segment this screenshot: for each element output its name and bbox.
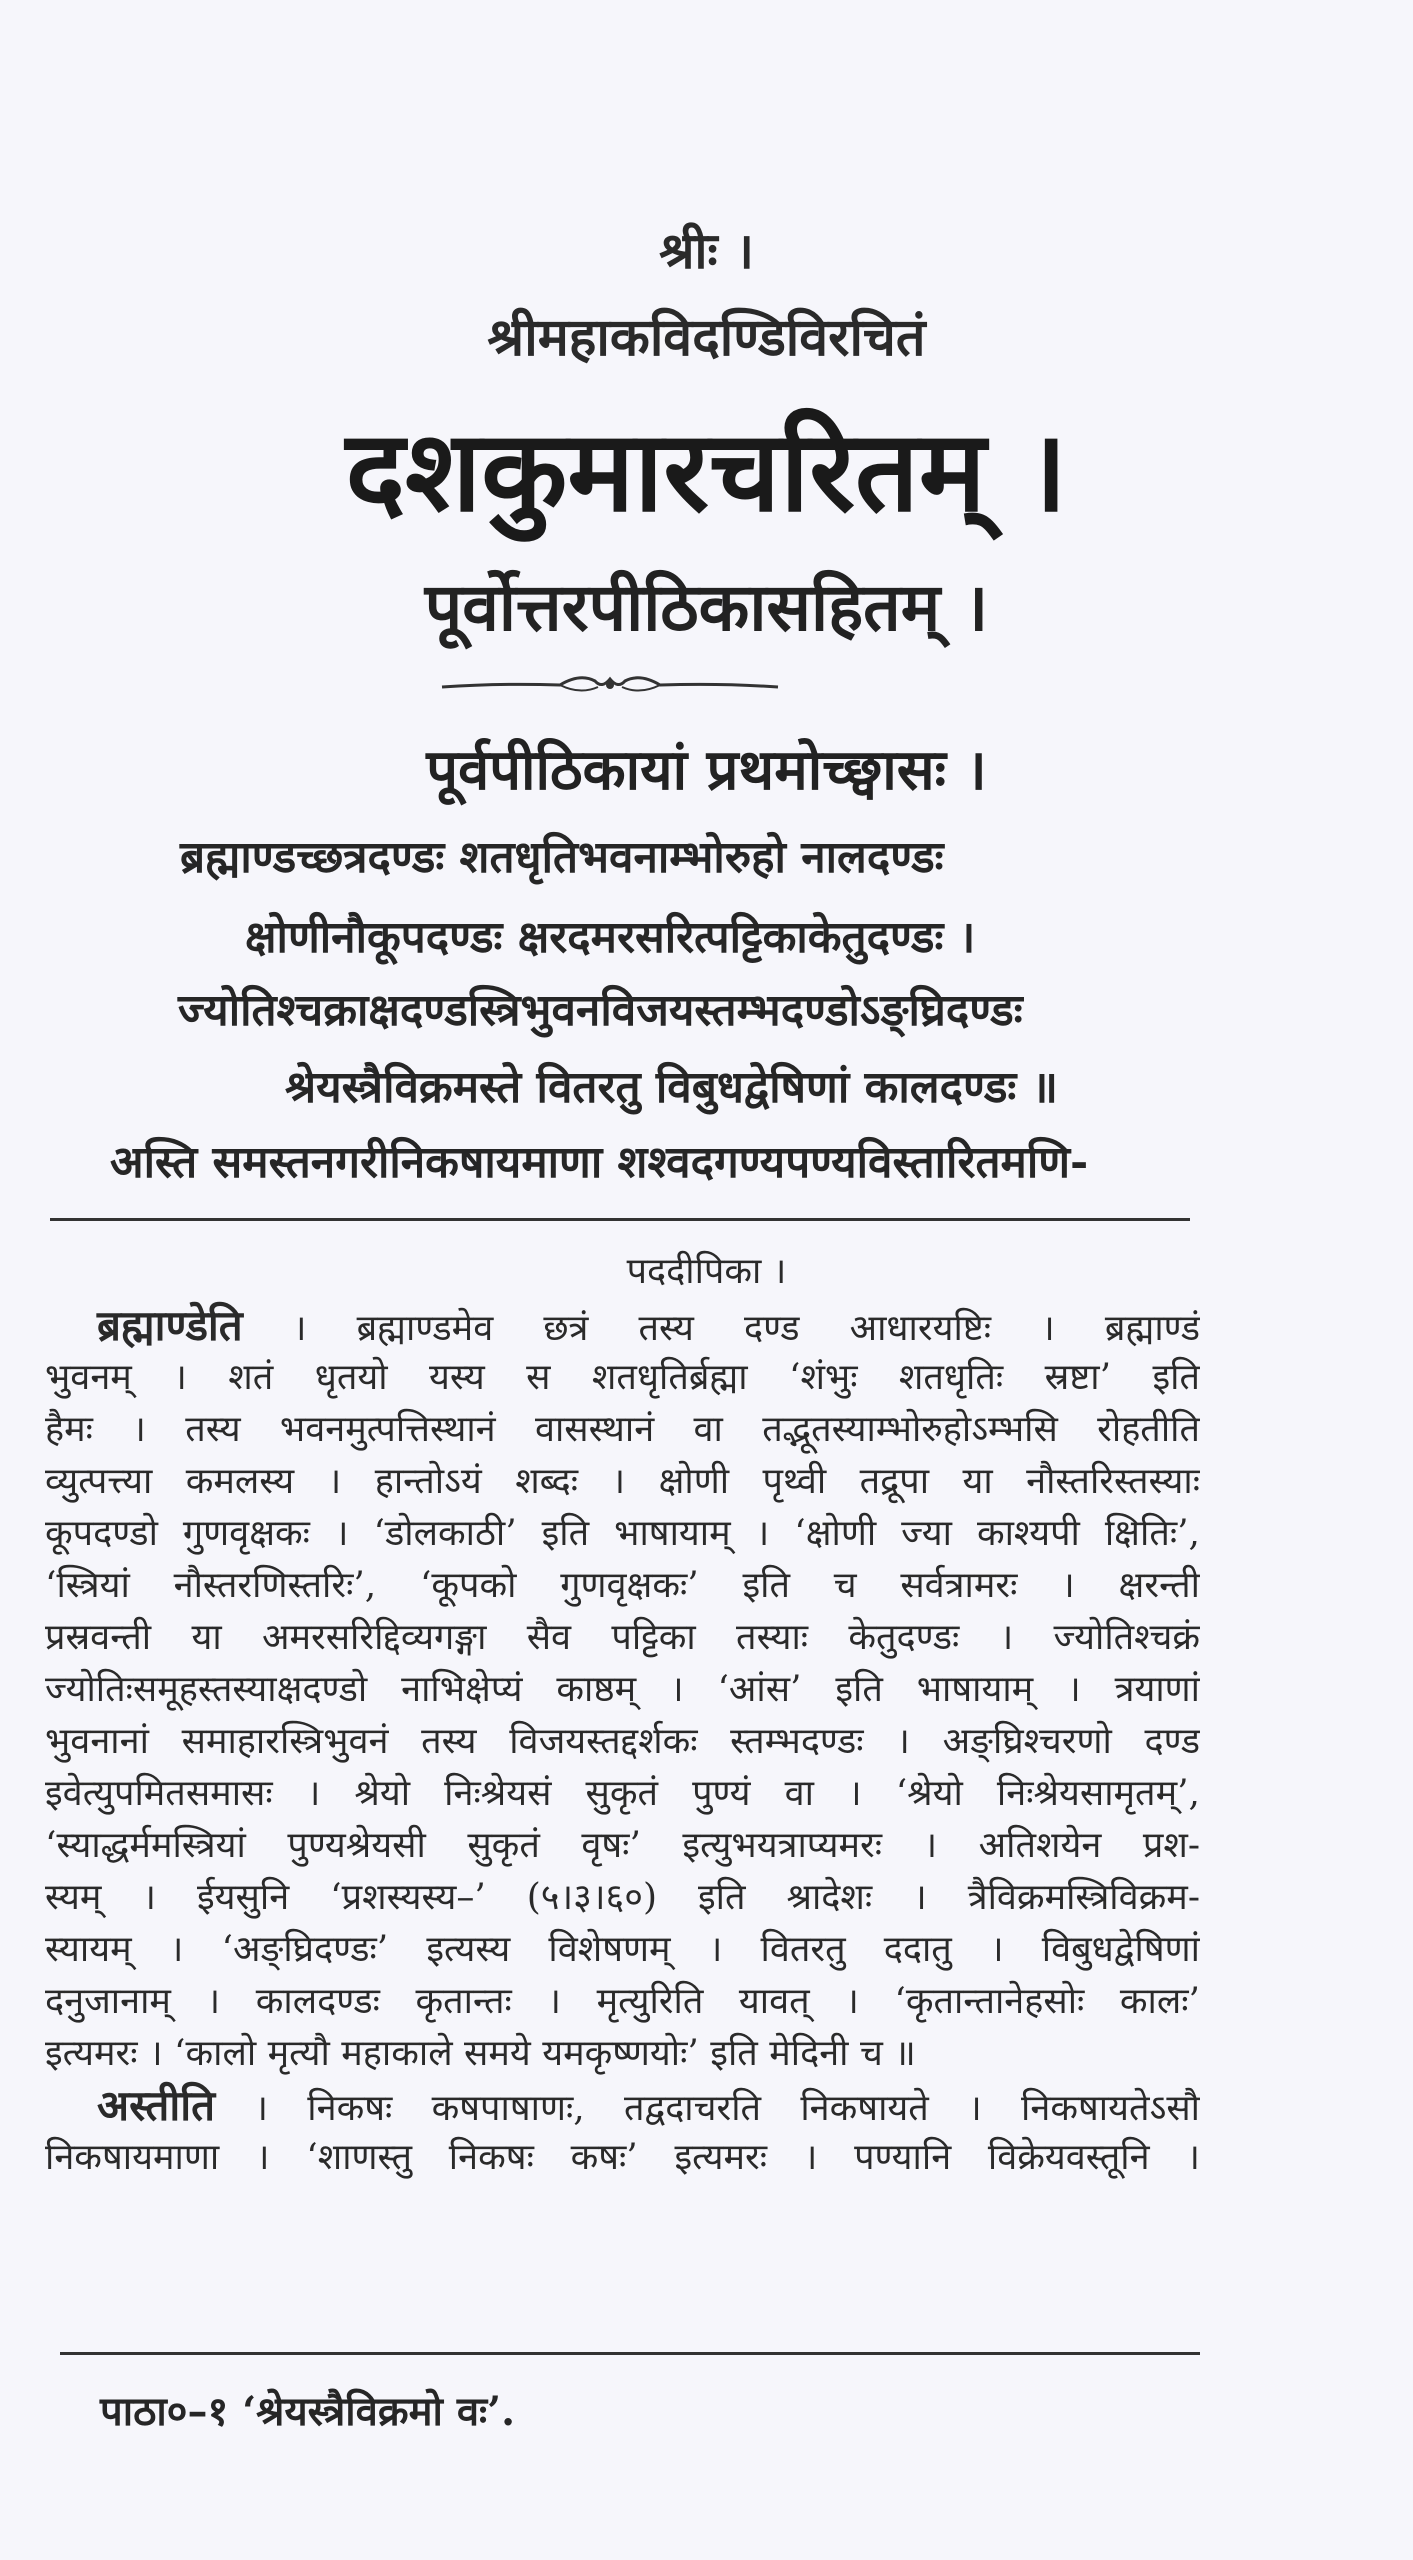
author-line: श्रीमहाकविदण्डिविरचितं [487, 307, 926, 368]
commentary-line: इत्यमरः । ‘कालो मृत्यौ महाकाले समये यमकृष्णयोः’ इति मेदिनी च ॥ [45, 2033, 916, 2074]
variant-reading-footnote: पाठा०–१ ‘श्रेयस्त्रैविक्रमो वः’. [100, 2388, 515, 2435]
verse-line-1: ब्रह्माण्डच्छत्रदण्डः शतधृतिभवनाम्भोरुहो नालदण्डः [180, 832, 944, 883]
commentary-line: कूपदण्डो गुणवृक्षकः । ‘डोलकाठी’ इति भाषायाम् । ‘क्षोणी ज्या काश्यपी क्षितिः’, [45, 1513, 1200, 1554]
invocation: श्रीः । [659, 221, 754, 280]
commentary-lemma: ब्रह्माण्डेति [97, 1301, 243, 1350]
verse-line-3: ज्योतिश्चक्राक्षदण्डस्त्रिभुवनविजयस्तम्भदण्डोऽङ्घ्रिदण्डः [178, 985, 1023, 1036]
commentary-line: प्रस्रवन्ती या अमरसरिद्दिव्यगङ्गा सैव पट्टिका तस्याः केतुदण्डः । ज्योतिश्चक्रं [45, 1617, 1200, 1658]
divider-rule-top [50, 1218, 1190, 1221]
commentary-line: हैमः । तस्य भवनमुत्पत्तिस्थानं वासस्थानं वा तद्भूतस्याम्भोरुहोऽम्भसि रोहतीति [45, 1409, 1200, 1450]
chapter-heading: पूर्वपीठिकायां प्रथमोच्छ्वासः । [426, 737, 987, 803]
commentary-line: स्यम् । ईयसुनि ‘प्रशस्यस्य–’ (५।३।६०) इति श्रादेशः । त्रैविक्रमस्त्रिविक्रम- [45, 1877, 1200, 1918]
prose-start: अस्ति समस्तनगरीनिकषायमाणा शश्वदगण्यपण्यविस्तारितमणि- [110, 1137, 1089, 1188]
commentary-line: ‘स्याद्धर्ममस्त्रियां पुण्यश्रेयसी सुकृतं वृषः’ इत्युभयत्राप्यमरः । अतिशयेन प्रश- [45, 1825, 1200, 1866]
commentary-line: ज्योतिःसमूहस्तस्याक्षदण्डो नाभिक्षेप्यं काष्ठम् । ‘आंस’ इति भाषायाम् । त्रयाणां [45, 1669, 1200, 1710]
commentary-line: भुवनम् । शतं धृतयो यस्य स शतधृतिर्ब्रह्मा ‘शंभुः शतधृतिः स्रष्टा’ इति [45, 1357, 1200, 1398]
commentary-line: ‘स्त्रियां नौस्तरणिस्तरिः’, ‘कूपको गुणवृक्षकः’ इति च सर्वत्रामरः । क्षरन्ती [45, 1565, 1200, 1606]
commentary-line: व्युत्पत्त्या कमलस्य । हान्तोऽयं शब्दः । क्षोणी पृथ्वी तद्रूपा या नौस्तरिस्तस्याः [45, 1461, 1200, 1502]
commentary-line: स्यायम् । ‘अङ्घ्रिदण्डः’ इत्यस्य विशेषणम् । वितरतु ददातु । विबुधद्वेषिणां [45, 1929, 1200, 1970]
commentary-line: अस्तीति । निकषः कषपाषाणः, तद्वदाचरति निकषायते । निकषायतेऽसौ [97, 2081, 1200, 2130]
commentary-lemma: अस्तीति [97, 2081, 216, 2130]
book-title: दशकुमारचरितम् । [345, 406, 1068, 537]
commentary-line: भुवनानां समाहारस्त्रिभुवनं तस्य विजयस्तद्दर्शकः स्तम्भदण्डः । अङ्घ्रिश्चरणो दण्ड [45, 1721, 1200, 1762]
commentary-line: दनुजानाम् । कालदण्डः कृतान्तः । मृत्युरिति यावत् । ‘कृतान्तानेहसोः कालः’ [45, 1981, 1200, 2022]
commentary-body [45, 1300, 1200, 2184]
verse-line-4: श्रेयस्त्रैविक्रमस्ते वितरतु विबुधद्वेषिणां कालदण्डः ॥ [285, 1062, 1058, 1113]
ornament-divider-icon [440, 665, 780, 705]
verse-line-2: क्षोणीनौकूपदण्डः क्षरदमरसरित्पट्टिकाकेतुदण्डः । [245, 912, 976, 963]
commentary-heading: पददीपिका । [626, 1251, 787, 1292]
commentary-line: ब्रह्माण्डेति । ब्रह्माण्डमेव छत्रं तस्य दण्ड आधारयष्टिः । ब्रह्माण्डं [97, 1301, 1200, 1350]
commentary-line: इवेत्युपमितसमासः । श्रेयो निःश्रेयसं सुकृतं पुण्यं वा । ‘श्रेयो निःश्रेयसामृतम्’, [45, 1773, 1200, 1814]
commentary-line: निकषायमाणा । ‘शाणस्तु निकषः कषः’ इत्यमरः । पण्यानि विक्रेयवस्तूनि । [45, 2137, 1200, 2178]
divider-rule-bottom [60, 2352, 1200, 2355]
book-subtitle: पूर्वोत्तरपीठिकासहितम् । [424, 568, 989, 646]
